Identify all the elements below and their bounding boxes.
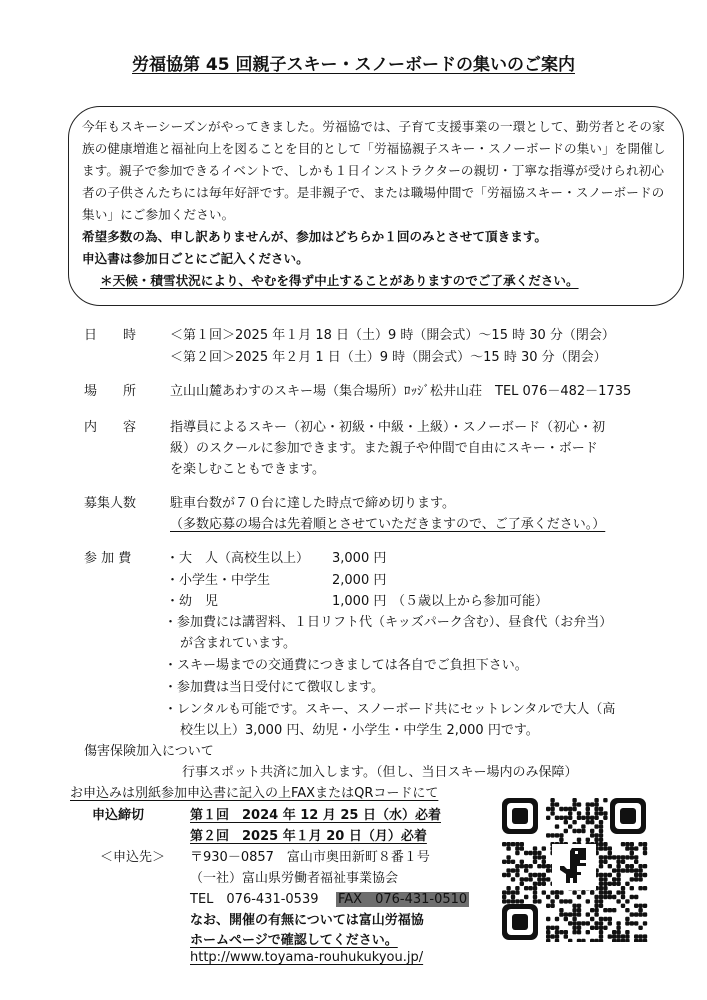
website-note-2: ホームページで確認してください。: [190, 933, 398, 948]
website-url[interactable]: http://www.toyama-rouhukukyou.jp/: [190, 950, 424, 965]
fee-note-rental: ・レンタルも可能です。スキー、スノーボード共にセットレンタルで大人（高: [164, 702, 616, 717]
destination-address: 〒930－0857 富山市奥田新町８番１号: [190, 850, 430, 865]
website-note-1: なお、開催の有無については富山労福協: [190, 913, 424, 928]
content-label: 内 容: [84, 420, 137, 435]
dinosaur-icon: [552, 844, 596, 890]
intro-notice-one-time: 希望多数の為、申し訳ありませんが、参加はどちらか１回のみとさせて頂きます。: [82, 229, 547, 244]
fee-note-rental-cont: 校生以上）3,000 円、幼児・小学生・中学生 2,000 円です。: [180, 723, 539, 738]
fee-child-note: （５歳以上から参加可能）: [392, 594, 549, 609]
intro-notice-form: 申込書は参加日ごとにご記入ください。: [82, 251, 309, 266]
fee-student-price: 2,000 円: [332, 573, 387, 588]
fee-adult-price: 3,000 円: [332, 551, 387, 566]
fee-note-includes-cont: が含まれています。: [180, 636, 296, 651]
destination-org: （一社）富山県労働者福祉事業協会: [190, 871, 399, 886]
fee-label: 参 加 費: [84, 551, 132, 566]
deadline-label: 申込締切: [92, 808, 145, 823]
destination-fax: FAX 076-431-0510: [338, 892, 468, 907]
fee-note-transport: ・スキー場までの交通費につきましては各自でご負担下さい。: [164, 658, 528, 673]
insurance-value: 行事スポット共済に加入します。（但し、当日スキー場内のみ保障）: [182, 765, 578, 780]
fee-child-item: ・幼 児: [166, 594, 219, 609]
fee-student-item: ・小学生・中学生: [166, 573, 271, 588]
application-header: お申込みは別紙参加申込書に記入の上FAXまたはQRコードにて: [70, 786, 439, 801]
intro-paragraph: 今年もスキーシーズンがやってきました。労福協では、子育て支援事業の一環として、勤労者とその家族の健康増進と福祉向上を図ることを目的として「労福協親子スキー・スノーボードの集い」を開催します。親子で参加できるイベントで、しかも１日インストラクターの親切・丁寧な指導が受けられ初心者の子供さんたちには毎年好評です。是非親子で、または職場仲間で「労福協スキー・スノーボードの集い」にご参加ください。: [82, 119, 666, 222]
destination-tel: TEL 076-431-0539: [190, 892, 319, 907]
content-line1: 指導員によるスキー（初心・初級・中級・上級）・スノーボード（初心・初: [170, 420, 606, 435]
page-title: 労福協第 45 回親子スキー・スノーボードの集いのご案内: [132, 55, 575, 75]
recruit-line2: （多数応募の場合は先着順とさせていただきますので、ご了承ください。）: [170, 517, 606, 532]
content-line2: 級）のスクールに参加できます。また親子や仲間で自由にスキー・ボード: [170, 441, 598, 456]
datetime-second: ＜第２回＞2025 年２月 1 日（土）9 時（開会式）～15 時 30 分（閉会）: [170, 350, 607, 365]
fee-child-price: 1,000 円: [332, 594, 387, 609]
recruit-label: 募集人数: [84, 496, 137, 511]
place-value: 立山山麓あわすのスキー場（集合場所）ﾛｯｼﾞ松井山荘 TEL 076－482－1735: [170, 384, 632, 399]
recruit-line1: 駐車台数が７０台に達した時点で締め切ります。: [170, 496, 455, 511]
destination-label: ＜申込先＞: [100, 850, 166, 865]
content-line3: を楽しむこともできます。: [170, 462, 325, 477]
datetime-first: ＜第１回＞2025 年１月 18 日（土）9 時（開会式）～15 時 30 分（閉会）: [170, 328, 615, 343]
place-label: 場 所: [84, 384, 137, 399]
deadline-second: 第２回 2025 年１月 20 日（月）必着: [190, 829, 427, 844]
fee-note-collection: ・参加費は当日受付にて徴収します。: [164, 680, 384, 695]
intro-notice-cancel: ＊天候・積雪状況により、やむを得ず中止することがありますのでご了承ください。: [100, 273, 579, 288]
qr-code-icon[interactable]: [500, 796, 648, 942]
insurance-label: 傷害保険加入について: [84, 744, 214, 759]
fee-adult-item: ・大 人（高校生以上）: [166, 551, 310, 566]
datetime-label: 日 時: [84, 328, 137, 343]
fee-note-includes: ・参加費には講習料、１日リフト代（キッズパーク含む）、昼食代（お弁当）: [164, 615, 613, 630]
deadline-first: 第１回 2024 年 12 月 25 日（水）必着: [190, 808, 441, 823]
